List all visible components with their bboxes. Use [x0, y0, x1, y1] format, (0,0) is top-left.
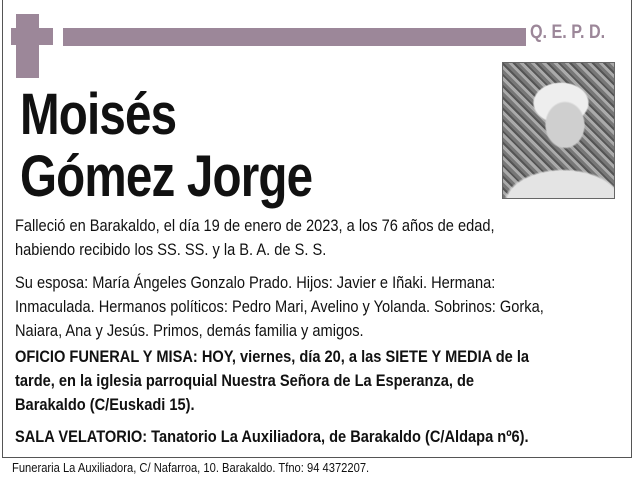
cross-icon-arm	[11, 28, 53, 45]
death-line: Falleció en Barakaldo, el día 19 de enero de 2023, a los 76 años de edad,	[15, 216, 495, 235]
wake-line: SALA VELATORIO: Tanatorio La Auxiliadora, de Barakaldo (C/Aldapa nº6).	[15, 427, 529, 446]
funeral-line: OFICIO FUNERAL Y MISA: HOY, viernes, día 20, a las SIETE Y MEDIA de la	[15, 347, 530, 366]
family-line: Su esposa: María Ángeles Gonzalo Prado. Hijos: Javier e Iñaki. Hermana:	[15, 273, 496, 292]
funeral-home-footer: Funeraria La Auxiliadora, C/ Nafarroa, 10. Barakaldo. Tfno: 94 4372207.	[12, 460, 370, 475]
deceased-photo	[502, 62, 615, 199]
name-surnames: Gómez Jorge	[20, 144, 313, 209]
family-line: Inmaculada. Hermanos políticos: Pedro Mari, Avelino y Yolanda. Sobrinos: Gorka,	[15, 297, 544, 316]
funeral-line: Barakaldo (C/Euskadi 15).	[15, 395, 195, 414]
funeral-line: tarde, en la iglesia parroquial Nuestra Señora de La Esperanza, de	[15, 371, 475, 390]
family-line: Naiara, Ana y Jesús. Primos, demás familia y amigos.	[15, 321, 364, 340]
cross-icon	[16, 14, 39, 78]
name-first: Moisés	[20, 82, 177, 147]
qepd-label: Q. E. P. D.	[530, 22, 606, 43]
death-line: habiendo recibido los SS. SS. y la B. A. de S. S.	[15, 240, 327, 259]
header-bar	[63, 28, 526, 46]
